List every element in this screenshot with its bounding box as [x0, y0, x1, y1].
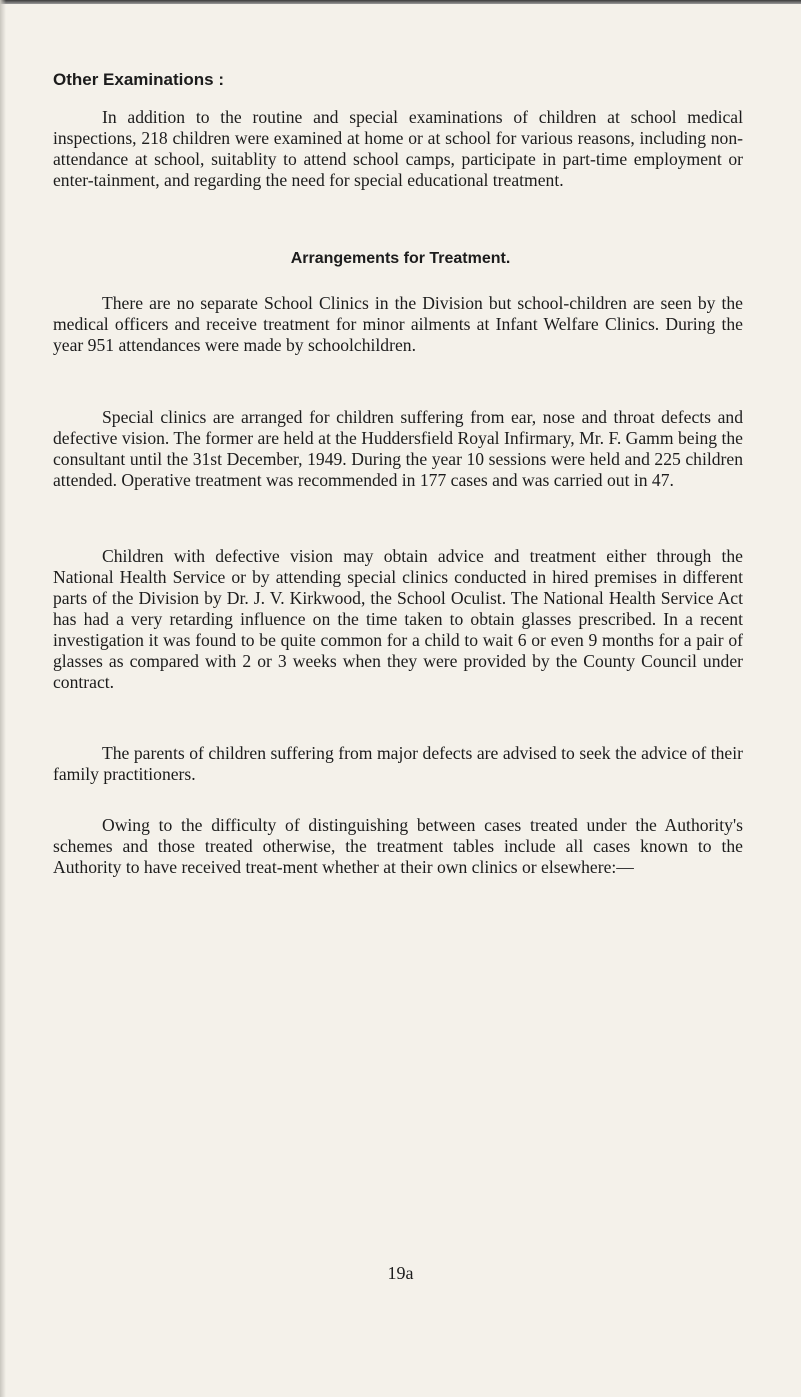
- section-heading-other-examinations: Other Examinations :: [53, 70, 224, 89]
- paragraph-treatment-tables: Owing to the difficulty of distinguishing between cases treated under the Authority's schemes and those treated otherwise, the treatment tables include all cases known to the Authority to have received treat-ment whether at their own clinics or elsewhere:—: [53, 815, 743, 877]
- page-number: 19a: [387, 1263, 414, 1283]
- paragraph-defective-vision: Children with defective vision may obtain advice and treatment either through the National Health Service or by attending special clinics conducted in hired premises in different parts of the Division by Dr. J. V. Kirkwood, the School Oculist. The National Health Service Act has had a very retarding influence on the time taken to obtain glasses prescribed. In a recent investigation it was found to be quite common for a child to wait 6 or even 9 months for a pair of glasses as compared with 2 or 3 weeks when they were provided by the County Council under contract.: [53, 546, 743, 692]
- paragraph-other-examinations: In addition to the routine and special examinations of children at school medical inspections, 218 children were examined at home or at school for various reasons, including non-attendance at school, suitablity to attend school camps, participate in part-time employment or enter-tainment, and regarding the need for special educational treatment.: [53, 107, 743, 190]
- paragraph-special-clinics: Special clinics are arranged for children suffering from ear, nose and throat defects and defective vision. The former are held at the Huddersfield Royal Infirmary, Mr. F. Gamm being the consultant until the 31st December, 1949. During the year 10 sessions were held and 225 children attended. Operative treatment was recommended in 177 cases and was carried out in 47.: [53, 407, 743, 490]
- top-edge-rule: [0, 0, 801, 4]
- paragraph-major-defects: The parents of children suffering from major defects are advised to seek the advice of their family practitioners.: [53, 743, 743, 784]
- left-edge-shadow: [0, 0, 6, 1397]
- paragraph-school-clinics: There are no separate School Clinics in the Division but school-children are seen by the medical officers and receive treatment for minor ailments at Infant Welfare Clinics. During the year 951 attendances were made by schoolchildren.: [53, 293, 743, 355]
- section-heading-arrangements: Arrangements for Treatment.: [290, 250, 511, 267]
